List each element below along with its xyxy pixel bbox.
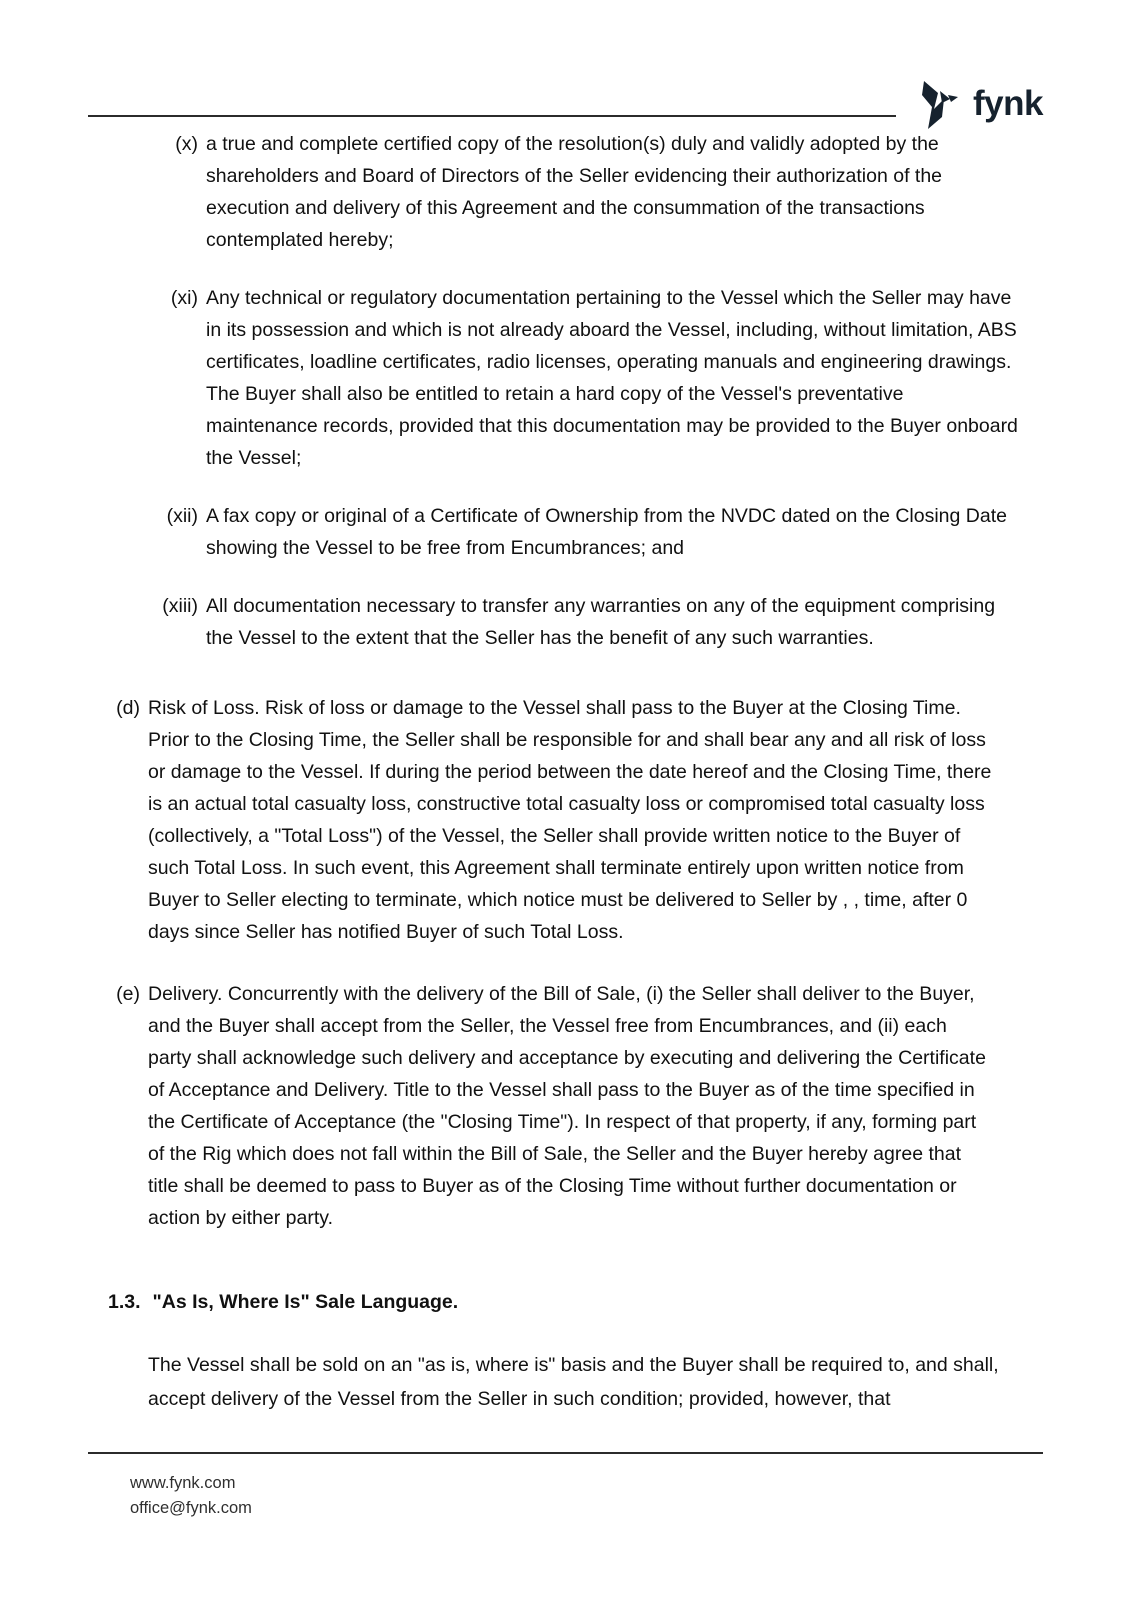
paragraph-marker: (e) <box>116 983 140 1005</box>
section-title: "As Is, Where Is" Sale Language. <box>152 1291 459 1313</box>
roman-numeral-list <box>148 128 1131 654</box>
section-heading <box>108 1286 1131 1318</box>
paragraph-text: Risk of Loss. Risk of loss or damage to the Vessel shall pass to the Buyer at the Closing Time. Prior to the Closing Time, the Seller shall be responsible for and shall bear any and all risk of loss or damage to the Vessel. If during the period between the date hereof and the Closing Time, there is an actual total casualty loss, constructive total casualty loss or compromised total casualty loss (collectively, a "Total Loss") of the Vessel, the Seller shall provide written notice to the Buyer of such Total Loss. In such event, this Agreement shall terminate entirely upon written notice from Buyer to Seller electing to terminate, which notice must be delivered to Seller by , , time, after 0 days since Seller has notified Buyer of such Total Loss. <box>148 697 992 943</box>
list-marker: (xiii) <box>162 595 198 617</box>
list-marker: (xii) <box>166 505 198 527</box>
section-number: 1.3. <box>108 1291 141 1313</box>
list-marker: (x) <box>175 133 198 155</box>
list-item <box>148 128 1131 256</box>
footer-website[interactable]: www.fynk.com <box>130 1474 236 1492</box>
list-item-text: a true and complete certified copy of the resolution(s) duly and validly adopted by the shareholders and Board of Directors of the Seller evidencing their authorization of the execution and delivery of this Agreement and the consummation of the transactions contemplated hereby; <box>206 133 943 251</box>
list-item-text: Any technical or regulatory documentation pertaining to the Vessel which the Seller may have in its possession and which is not already aboard the Vessel, including, without limitation, ABS certificates, loadline certificates, radio licenses, operating manuals and engineering drawings. The Buyer shall also be entitled to retain a hard copy of the Vessel's preventative maintenance records, provided that this documentation may be provided to the Buyer onboard the Vessel; <box>206 287 1018 469</box>
page-header <box>88 76 1043 134</box>
list-item <box>148 500 1131 564</box>
list-marker: (xi) <box>170 287 198 309</box>
paragraph-text: Delivery. Concurrently with the delivery of the Bill of Sale, (i) the Seller shall deliver to the Buyer, and the Buyer shall accept from the Seller, the Vessel free from Encumbrances, and (ii) each party shall acknowledge such delivery and acceptance by executing and delivering the Certificate of Acceptance and Delivery. Title to the Vessel shall pass to the Buyer as of the time specified in the Certificate of Acceptance (the "Closing Time"). In respect of that property, if any, forming part of the Rig which does not fall within the Bill of Sale, the Seller and the Buyer hereby agree that title shall be deemed to pass to Buyer as of the Closing Time without further documentation or action by either party. <box>148 983 986 1229</box>
list-item <box>148 282 1131 474</box>
lettered-paragraph-list <box>110 692 1131 1234</box>
list-item <box>148 590 1131 654</box>
paragraph-marker: (d) <box>116 697 140 719</box>
footer-divider <box>88 1452 1043 1454</box>
brand-logo <box>918 79 1043 131</box>
document-body <box>0 128 1131 1416</box>
brand-wordmark: fynk <box>973 84 1043 123</box>
footer-contact <box>130 1471 1043 1521</box>
list-item-text: All documentation necessary to transfer any warranties on any of the equipment comprising the Vessel to the extent that the Seller has the benefit of any such warranties. <box>206 595 996 649</box>
fynk-bird-icon <box>918 79 964 131</box>
header-divider <box>88 115 896 117</box>
list-item-text: A fax copy or original of a Certificate of Ownership from the NVDC dated on the Closing Date showing the Vessel to be free from Encumbrances; and <box>206 505 1007 559</box>
paragraph-item <box>110 692 1131 948</box>
footer-email[interactable]: office@fynk.com <box>130 1499 252 1517</box>
paragraph-item <box>110 978 1131 1234</box>
page-footer <box>88 1452 1043 1521</box>
section-body-text: The Vessel shall be sold on an "as is, where is" basis and the Buyer shall be required to, and shall, accept delivery of the Vessel from the Seller in such condition; provided, however, that <box>148 1354 999 1410</box>
